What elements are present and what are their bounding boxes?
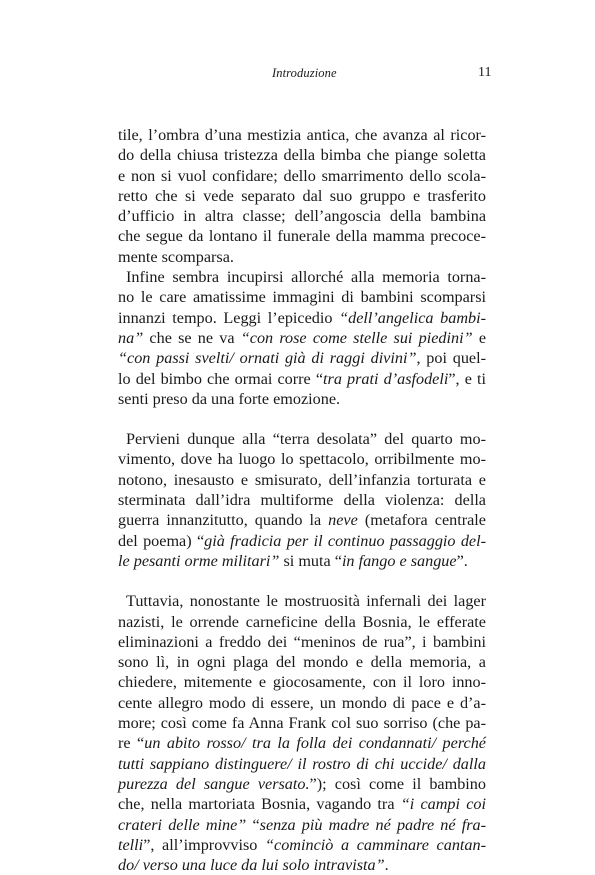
text-run: d’ufficio in altra classe; dell’angoscia della bambina [118, 207, 486, 226]
italic-text: un abito rosso/ tra la folla dei condannati/ perché [144, 734, 486, 753]
text-line [118, 166, 486, 186]
paragraph [118, 267, 486, 409]
text-run: “ [246, 815, 260, 834]
italic-text: già fradicia per il continuo passaggio del- [204, 531, 486, 550]
text-run: Pervieni dunque alla “terra desolata” del quarto mo- [126, 430, 486, 449]
text-line [118, 612, 486, 632]
italic-text: tutti sappiano distinguere/ il rostro di chi uccide/ dalla [118, 754, 486, 773]
italic-text: neve [328, 511, 358, 530]
text-run: ”); così come il bambino [309, 774, 486, 793]
page-number: 11 [478, 65, 492, 80]
text-run: (metafora centrale [357, 511, 486, 530]
text-run: innanzi tempo. Leggi l’epicedio [118, 308, 340, 327]
italic-text: do/ verso una luce da lui solo intravista” [118, 856, 385, 875]
text-run: more; così come fa Anna Frank col suo sorriso (che pa- [118, 714, 486, 733]
text-run: cente allegro modo di essere, un mondo di pace e d’a- [118, 693, 486, 712]
italic-text: “con passi svelti/ ornati già di raggi divini” [118, 349, 417, 368]
text-line [118, 369, 486, 389]
paragraph-gap [118, 571, 486, 591]
italic-text: senza più madre né padre né fra- [259, 815, 486, 834]
body-text [118, 125, 486, 875]
italic-text: “cominciò a camminare cantan- [265, 835, 487, 854]
text-run: notono, inesausto e smisurato, dell’infanzia torturata e [118, 470, 486, 489]
text-line [118, 247, 486, 267]
text-line [118, 328, 486, 348]
paragraph [118, 125, 486, 267]
text-run: lo del bimbo che ormai corre “ [118, 369, 324, 388]
text-run: eliminazioni a freddo dei “meninos de rua”, i bambini [118, 632, 486, 651]
text-line [118, 267, 486, 287]
italic-text: telli [118, 835, 144, 854]
text-line [118, 449, 486, 469]
italic-text: in fango e sangue [341, 551, 457, 570]
text-line [118, 531, 486, 551]
text-line [118, 733, 486, 753]
text-line [118, 693, 486, 713]
text-run: tile, l’ombra d’una mestizia antica, che avanza al ricor- [118, 126, 486, 144]
text-line [118, 652, 486, 672]
text-line [118, 429, 486, 449]
text-run: no le care amatissime immagini di bambini scomparsi [118, 288, 486, 307]
text-run: guerra innanzitutto, quando la [118, 511, 329, 530]
text-line [118, 835, 486, 855]
text-run: sono lì, in ogni plaga del mondo e della memoria, a [118, 653, 486, 672]
text-line [118, 672, 486, 692]
paragraph-gap [118, 409, 486, 429]
running-head [0, 66, 595, 86]
paragraph [118, 591, 486, 875]
text-run: ”, e ti [448, 369, 486, 388]
text-line [118, 287, 486, 307]
text-line [118, 591, 486, 611]
text-run: e non si vuol confidare; dello smarrimento dello scola- [118, 166, 486, 185]
text-run: nazisti, le orrende carneficine della Bosnia, le efferate [118, 612, 486, 631]
text-run: ”, all’improvviso [143, 835, 265, 854]
text-run: Infine sembra incupirsi allorché alla memoria torna- [126, 268, 486, 287]
italic-text: crateri delle mine” [118, 815, 247, 834]
text-run: mente scomparsa. [118, 247, 234, 266]
text-line [118, 389, 486, 409]
italic-text: le pesanti orme militari” [118, 551, 280, 570]
italic-text: “con rose come stelle sui piedini” [240, 328, 473, 347]
italic-text: “dell’angelica bambi- [339, 308, 486, 327]
italic-text: tra prati d’asfodeli [323, 369, 449, 388]
italic-text: “i campi coi [400, 795, 486, 814]
text-line [118, 815, 486, 835]
text-line [118, 348, 486, 368]
text-line [118, 794, 486, 814]
text-run: senti preso da una forte emozione. [118, 389, 341, 408]
text-line [118, 510, 486, 530]
text-line [118, 754, 486, 774]
text-run: do della chiusa tristezza della bimba che piange soletta [118, 146, 486, 165]
text-run: che, nella martoriata Bosnia, vagando tra [118, 795, 401, 814]
text-line [118, 308, 486, 328]
paragraph [118, 429, 486, 571]
italic-text: na” [118, 328, 144, 347]
text-run: retto che si vede separato dal suo gruppo e trasferito [118, 186, 486, 205]
text-run: e [472, 328, 487, 347]
text-run: . [384, 856, 389, 875]
text-run: re “ [118, 734, 145, 753]
text-line [118, 855, 486, 875]
text-line [118, 470, 486, 490]
text-line [118, 713, 486, 733]
text-line [118, 125, 486, 145]
text-run: che se ne va [143, 328, 241, 347]
text-run: vimento, dove ha luogo lo spettacolo, orribilmente mo- [118, 450, 486, 469]
text-run: ”. [456, 551, 468, 570]
text-run: chiedere, mitemente e giocosamente, con il loro inno- [118, 673, 486, 692]
text-line [118, 551, 486, 571]
text-line [118, 490, 486, 510]
italic-text: purezza del sangue versato. [118, 774, 310, 793]
text-line [118, 145, 486, 165]
text-line [118, 186, 486, 206]
text-run: del poema) “ [118, 531, 205, 550]
text-run: si muta “ [279, 551, 342, 570]
text-run: , poi quel- [416, 349, 486, 368]
running-title: Introduzione [272, 66, 337, 80]
text-line [118, 632, 486, 652]
text-line [118, 206, 486, 226]
text-run: Tuttavia, nonostante le mostruosità infernali dei lager [126, 592, 486, 611]
text-line [118, 226, 486, 246]
text-line [118, 774, 486, 794]
text-run: sterminata dall’idra multiforme della violenza: della [118, 491, 486, 510]
text-run: che segue da lontano il funerale della mamma precoce- [118, 227, 486, 246]
